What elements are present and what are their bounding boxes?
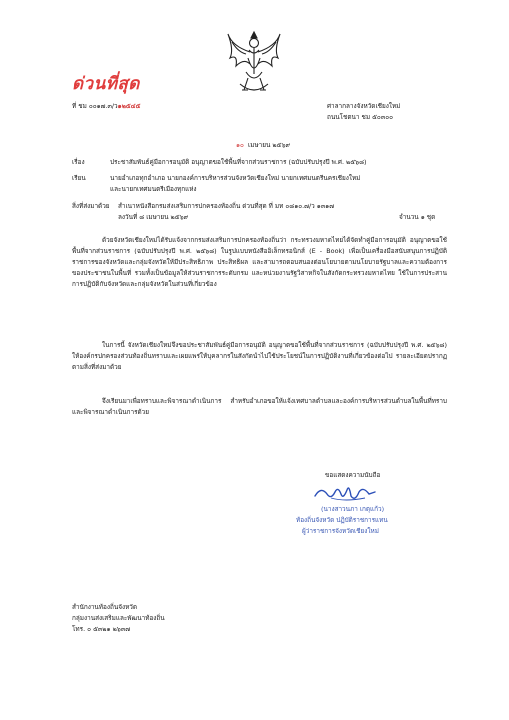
document-number: ที่ ชม ๐๐๑๗.๓/ว๑๒๕๔๕	[72, 102, 141, 110]
subject-text: ประชาสัมพันธ์คู่มือการอนุมัติ อนุญาตขอใช้พื้นที่จากส่วนราชการ (ฉบับปรับปรุงปี พ.ศ. ๒๕๖๘)	[110, 158, 367, 166]
garuda-emblem-icon	[224, 28, 284, 98]
body-paragraph-1: ด้วยจังหวัดเชียงใหม่ได้รับแจ้งจากกรมส่งเสริมการปกครองท้องถิ่นว่า กระทรวงมหาดไทยได้จัดทำคู่มือการอนุมัติ อนุญาตขอใช้พื้นที่จากส่วนราชการ (ฉบับปรับปรุงปี พ.ศ. ๒๕๖๘) ในรูปแบบหนังสืออิเล็กทรอนิกส์ (E - Book) เพื่อเป็นเครื่องมือสนับสนุนการปฏิบัติราชการของจังหวัดและกลุ่มจังหวัดให้มีประสิทธิภาพ ประสิทธิผล และสามารถตอบสนองต่อนโยบายตามนโยบายรัฐบาลและความต้องการของประชาชนในพื้นที่ รวมทั้งเป็นข้อมูลให้ส่วนราชการระดับกรม และหน่วยงานรัฐวิสาหกิจในสังกัดกระทรวงมหาดไทย ใช้ในการประสานการปฏิบัติกับจังหวัดและกลุ่มจังหวัดในส่วนที่เกี่ยวข้อง	[72, 236, 447, 288]
attachment-label: สิ่งที่ส่งมาด้วย	[72, 202, 110, 210]
office-address-line1: ศาลากลางจังหวัดเชียงใหม่	[327, 102, 401, 110]
attachment-line1: สำเนาหนังสือกรมส่งเสริมการปกครองท้องถิ่น ด่วนที่สุด ที่ มท ๐๘๑๐.๗/ว ๑๓๑๗	[118, 202, 335, 210]
footer-office: สำนักงานท้องถิ่นจังหวัด	[72, 603, 138, 611]
recipient-line2: และนายกเทศมนตรีเมืองทุกแห่ง	[110, 185, 197, 193]
signatory-position-2: ผู้ว่าราชการจังหวัดเชียงใหม่	[302, 527, 379, 535]
footer-division: กลุ่มงานส่งเสริมและพัฒนาท้องถิ่น	[72, 614, 165, 622]
recipient-line1: นายอำเภอทุกอำเภอ นายกองค์การบริหารส่วนจังหวัดเชียงใหม่ นายกเทศมนตรีนครเชียงใหม่	[110, 174, 361, 182]
attachment-count: จำนวน ๑ ชุด	[399, 213, 436, 221]
urgent-stamp: ด่วนที่สุด	[72, 74, 140, 94]
footer-phone: โทร. ๐ ๕๓๒๑ ๒๖๓๗	[72, 625, 131, 633]
body-paragraph-2: ในการนี้ จังหวัดเชียงใหม่จึงขอประชาสัมพันธ์คู่มือการอนุมัติ อนุญาตขอใช้พื้นที่จากส่วนราชการ (ฉบับปรับปรุงปี พ.ศ. ๒๕๖๘) ให้องค์กรปกครองส่วนท้องถิ่นทราบและเผยแพร่ให้บุคลากรในสังกัดนำไปใช้ประโยชน์ในการปฏิบัติงานที่เกี่ยวข้องต่อไป รายละเอียดปรากฏตามสิ่งที่ส่งมาด้วย	[72, 341, 447, 371]
office-address-line2: ถนนโชตนา ชม ๕๐๓๐๐	[327, 113, 394, 121]
recipient-label: เรียน	[72, 174, 86, 182]
signatory-position-1: ท้องถิ่นจังหวัด ปฏิบัติราชการแทน	[296, 516, 388, 524]
closing-phrase: ขอแสดงความนับถือ	[325, 471, 381, 479]
attachment-line2: ลงวันที่ ๘ เมษายน ๒๕๖๙	[118, 213, 189, 221]
signature-icon	[311, 482, 379, 504]
signatory-name: (นางสาวนภา เกตุแก้ว)	[321, 505, 385, 513]
subject-label: เรื่อง	[72, 158, 85, 166]
document-date: ๑๐ เมษายน ๒๕๖๙	[236, 141, 291, 149]
body-paragraph-3: จึงเรียนมาเพื่อทราบและพิจารณาดำเนินการ สำหรับอำเภอขอให้แจ้งเทศบาลตำบลและองค์การบริหารส่วนตำบลในพื้นที่ทราบและพิจารณาดำเนินการด้วย	[72, 397, 447, 416]
